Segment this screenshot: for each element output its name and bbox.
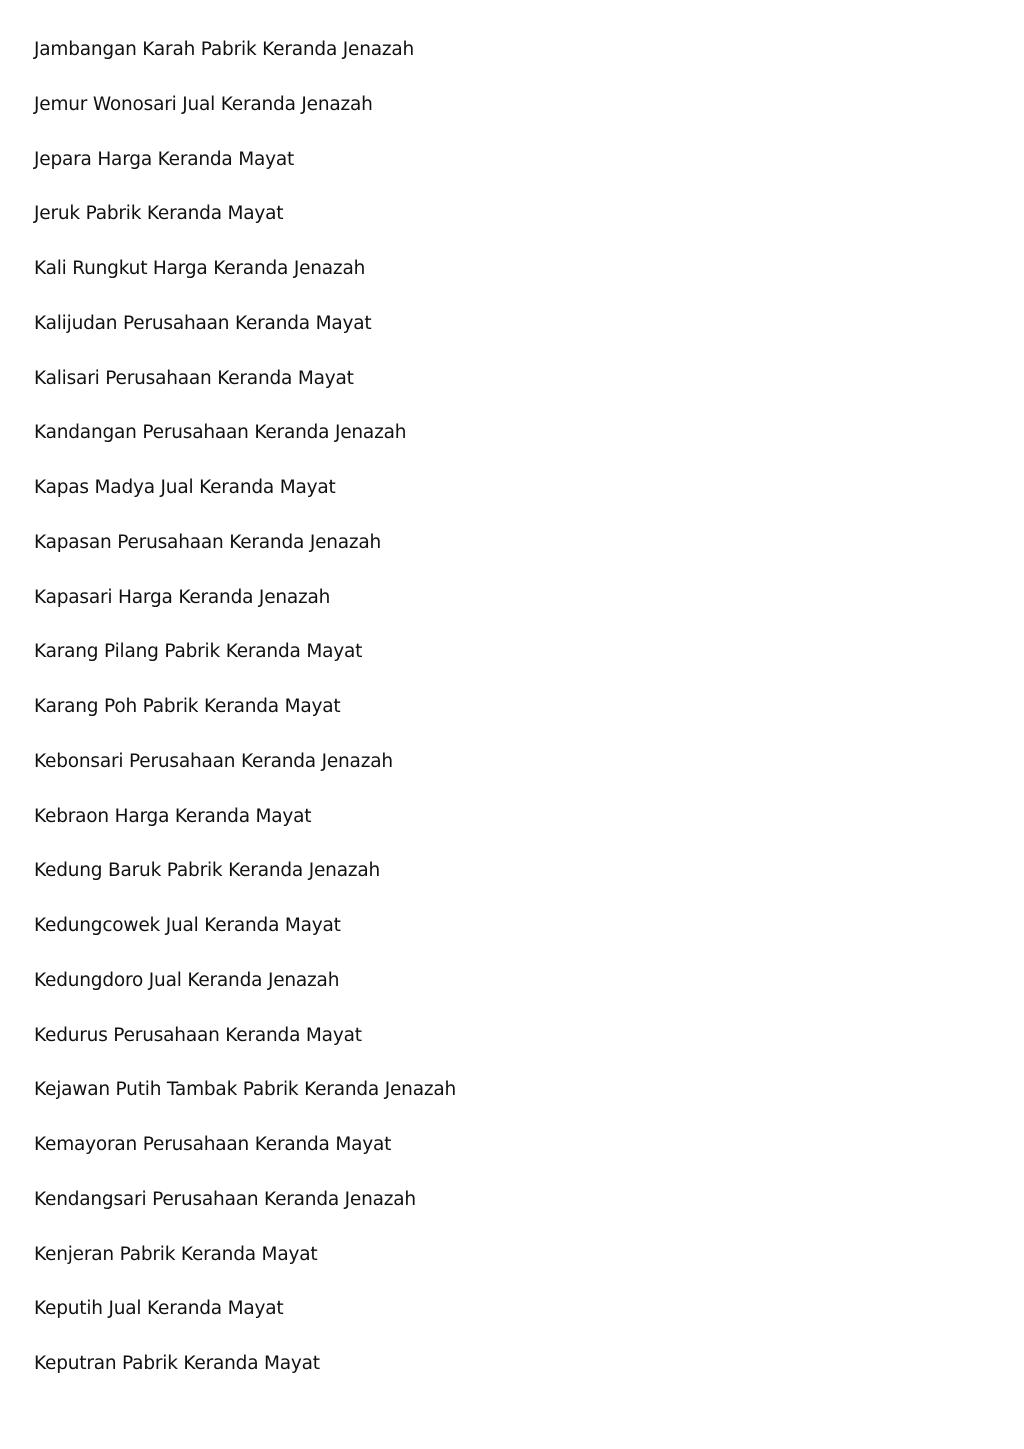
list-item-label[interactable]: Kedung Baruk Pabrik Keranda Jenazah (34, 860, 380, 882)
list-item-label[interactable]: Keputran Pabrik Keranda Mayat (34, 1353, 320, 1374)
list-item-label[interactable]: Jemur Wonosari Jual Keranda Jenazah (34, 93, 373, 115)
list-item-label[interactable]: Jepara Harga Keranda Mayat (34, 148, 295, 170)
list-item-label[interactable]: Jeruk Pabrik Keranda Mayat (34, 203, 284, 225)
list-item[interactable] (34, 475, 456, 530)
list-item-label[interactable]: Kebraon Harga Keranda Mayat (34, 805, 312, 827)
list-item[interactable] (34, 37, 456, 92)
list-item[interactable] (34, 1351, 456, 1406)
list-item-label[interactable]: Kali Rungkut Harga Keranda Jenazah (34, 258, 366, 279)
list-item-label[interactable]: Kejawan Putih Tambak Pabrik Keranda Jenazah (34, 1079, 457, 1101)
list-item-label[interactable]: Kapasan Perusahaan Keranda Jenazah (34, 531, 382, 553)
list-item[interactable] (34, 913, 456, 968)
list-item-label[interactable]: Kendangsari Perusahaan Keranda Jenazah (34, 1188, 416, 1210)
list-item-label[interactable]: Kemayoran Perusahaan Keranda Mayat (34, 1134, 392, 1155)
list-item[interactable] (34, 1132, 456, 1187)
list-item[interactable] (34, 858, 456, 913)
list-item[interactable] (34, 530, 456, 585)
list-item[interactable] (34, 804, 456, 859)
list-item[interactable] (34, 201, 456, 256)
list-item[interactable] (34, 749, 456, 804)
list-item-label[interactable]: Kedungdoro Jual Keranda Jenazah (34, 969, 340, 991)
list-item-label[interactable]: Kandangan Perusahaan Keranda Jenazah (34, 422, 407, 444)
list-item-label[interactable]: Keputih Jual Keranda Mayat (34, 1298, 284, 1320)
list-item-label[interactable]: Karang Poh Pabrik Keranda Mayat (34, 696, 341, 717)
list-item[interactable] (34, 585, 456, 640)
list-item[interactable] (34, 366, 456, 421)
list-item[interactable] (34, 1242, 456, 1297)
list-item-label[interactable]: Jambangan Karah Pabrik Keranda Jenazah (34, 39, 415, 60)
list-item[interactable] (34, 1187, 456, 1242)
list-item-label[interactable]: Kedurus Perusahaan Keranda Mayat (34, 1024, 362, 1046)
keyword-link-list (34, 37, 456, 1406)
list-item[interactable] (34, 694, 456, 749)
list-item[interactable] (34, 1296, 456, 1351)
list-item[interactable] (34, 311, 456, 366)
list-item-label[interactable]: Kalijudan Perusahaan Keranda Mayat (34, 312, 372, 334)
list-item[interactable] (34, 1023, 456, 1078)
list-item-label[interactable]: Kalisari Perusahaan Keranda Mayat (34, 367, 354, 389)
list-item[interactable] (34, 256, 456, 311)
list-item[interactable] (34, 1077, 456, 1132)
list-item[interactable] (34, 147, 456, 202)
list-item-label[interactable]: Kedungcowek Jual Keranda Mayat (34, 915, 341, 936)
list-item[interactable] (34, 968, 456, 1023)
list-item[interactable] (34, 639, 456, 694)
list-item-label[interactable]: Karang Pilang Pabrik Keranda Mayat (34, 641, 363, 663)
list-item-label[interactable]: Kapas Madya Jual Keranda Mayat (34, 477, 336, 498)
list-item-label[interactable]: Kenjeran Pabrik Keranda Mayat (34, 1243, 318, 1265)
list-item-label[interactable]: Kapasari Harga Keranda Jenazah (34, 586, 331, 608)
list-item[interactable] (34, 420, 456, 475)
list-item[interactable] (34, 92, 456, 147)
list-item-label[interactable]: Kebonsari Perusahaan Keranda Jenazah (34, 750, 393, 772)
